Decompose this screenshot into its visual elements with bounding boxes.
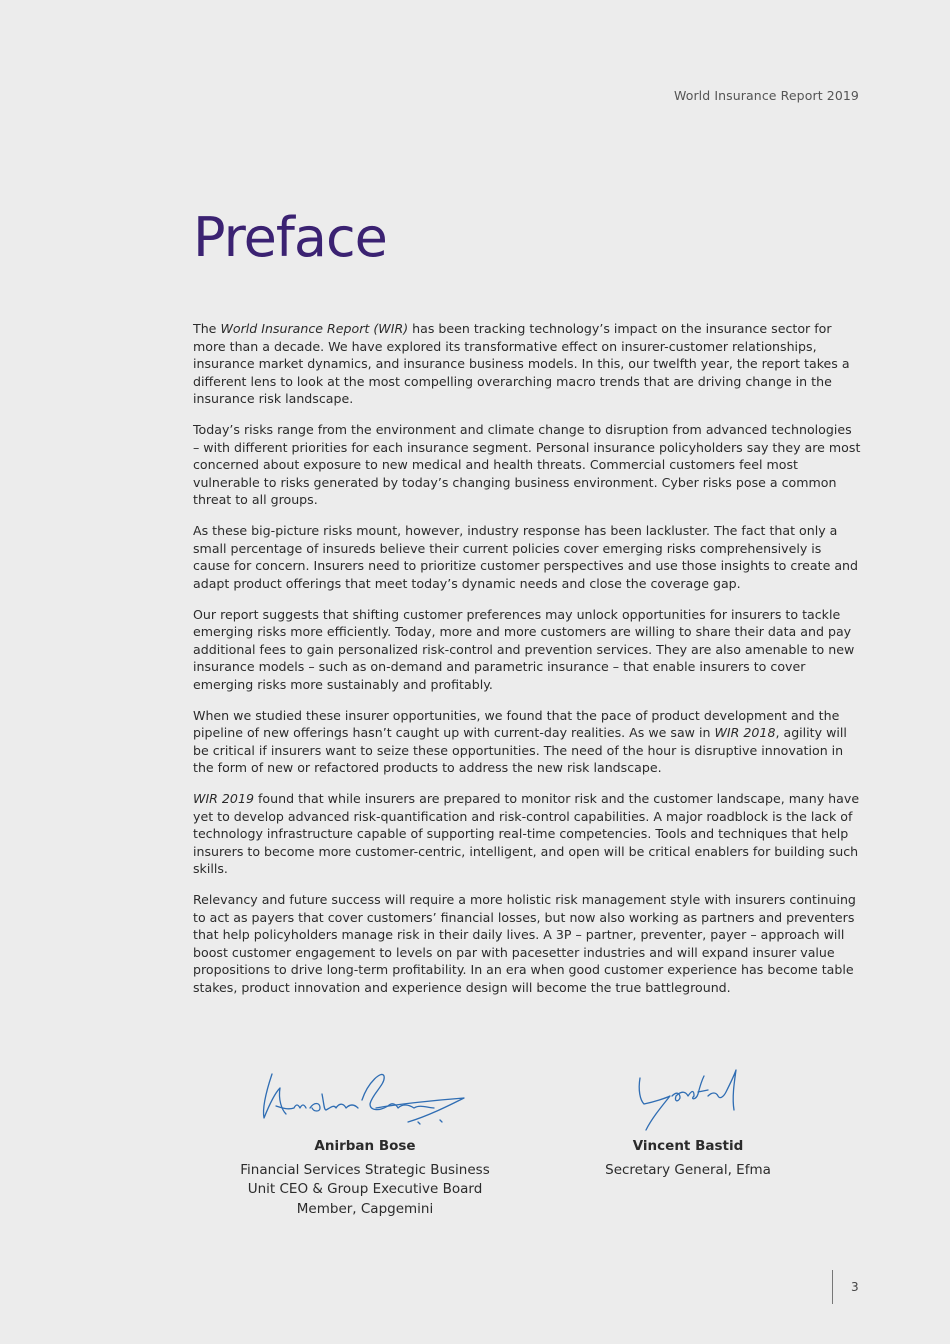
text-run: The xyxy=(193,321,221,336)
page-number-divider xyxy=(832,1270,833,1304)
italic-text: World Insurance Report (WIR) xyxy=(220,321,409,336)
italic-text: WIR 2018 xyxy=(714,725,776,740)
signature-image-anirban-bose xyxy=(258,1064,470,1134)
signatory-name: Vincent Bastid xyxy=(632,1138,744,1154)
text-run: , agility will be critical if insurers want to seize these opportunities. The need of the hour is disruptive innovation in the form of new or refactored products to address the new risk landscape. xyxy=(193,725,847,775)
text-run: found that while insurers are prepared to monitor risk and the customer landscape, many have yet to develop advanced risk-quantification and risk-control capabilities. A major roadblock is the lack of technology infrastructure capable of supporting real-time competencies. Tools and techniques that help insurers to become more customer-centric, intelligent, and open will be critical enablers for building such skills. xyxy=(193,791,860,876)
signatory-vincent-bastid xyxy=(590,1137,786,1180)
paragraph xyxy=(193,522,861,592)
paragraph xyxy=(193,421,861,509)
text-run: Today’s risks range from the environment and climate change to disruption from advanced technologies – with different priorities for each insurance segment. Personal insurance policyholders say they are most concerned about exposure to new medical and health threats. Commercial customers feel most vulnerable to risks generated by today’s changing business environment. Cyber risks pose a common threat to all groups. xyxy=(193,422,861,507)
signatory-role: Secretary General, Efma xyxy=(605,1161,771,1178)
paragraph xyxy=(193,320,861,408)
text-run: has been tracking technology’s impact on the insurance sector for more than a decade. We have explored its transformative effect on insurer-customer relationships, insurance market dynamics, and insurance business models. In this, our twelfth year, the report takes a different lens to look at the most compelling overarching macro trends that are driving change in the insurance risk landscape. xyxy=(193,321,850,406)
paragraph xyxy=(193,606,861,694)
page-number: 3 xyxy=(851,1280,859,1294)
text-run: As these big-picture risks mount, however, industry response has been lackluster. The fact that only a small percentage of insureds believe their current policies cover emerging risks comprehensively is cause for concern. Insurers need to prioritize customer perspectives and use those insights to create and adapt product offerings that meet today’s dynamic needs and close the coverage gap. xyxy=(193,523,859,591)
signatory-role: Financial Services Strategic Business Unit CEO & Group Executive Board Member, Capgemini xyxy=(240,1161,490,1217)
italic-text: WIR 2019 xyxy=(193,791,254,806)
text-run: Our report suggests that shifting customer preferences may unlock opportunities for insurers to tackle emerging risks more efficiently. Today, more and more customers are willing to share their data and pay additional fees to gain personalized risk-control and prevention services. They are also amenable to new insurance models – such as on-demand and parametric insurance – that enable insurers to cover emerging risks more sustainably and profitably. xyxy=(193,606,855,692)
report-header-title: World Insurance Report 2019 xyxy=(673,88,859,103)
paragraph xyxy=(193,790,861,878)
text-run: Relevancy and future success will require a more holistic risk management style with insurers continuing to act as payers that cover customers’ financial losses, but now also working as partners and preventers that help policyholders manage risk in their daily lives. A 3P – partner, preventer, payer – approach will boost customer engagement to levels on par with pacesetter industries and will expand insurer value propositions to drive long-term profitability. In an era when good customer experience has become table stakes, product innovation and experience design will become the true battleground. xyxy=(193,892,856,995)
signatory-anirban-bose xyxy=(240,1137,490,1219)
paragraph xyxy=(193,891,861,996)
preface-body xyxy=(193,320,861,1010)
signature-image-vincent-bastid xyxy=(632,1066,744,1136)
paragraph xyxy=(193,707,861,777)
text-run: When we studied these insurer opportunities, we found that the pace of product development and the pipeline of new offerings hasn’t caught up with current-day realities. As we saw in xyxy=(193,707,840,740)
page-title: Preface xyxy=(193,206,387,269)
signatory-name: Anirban Bose xyxy=(314,1138,416,1154)
